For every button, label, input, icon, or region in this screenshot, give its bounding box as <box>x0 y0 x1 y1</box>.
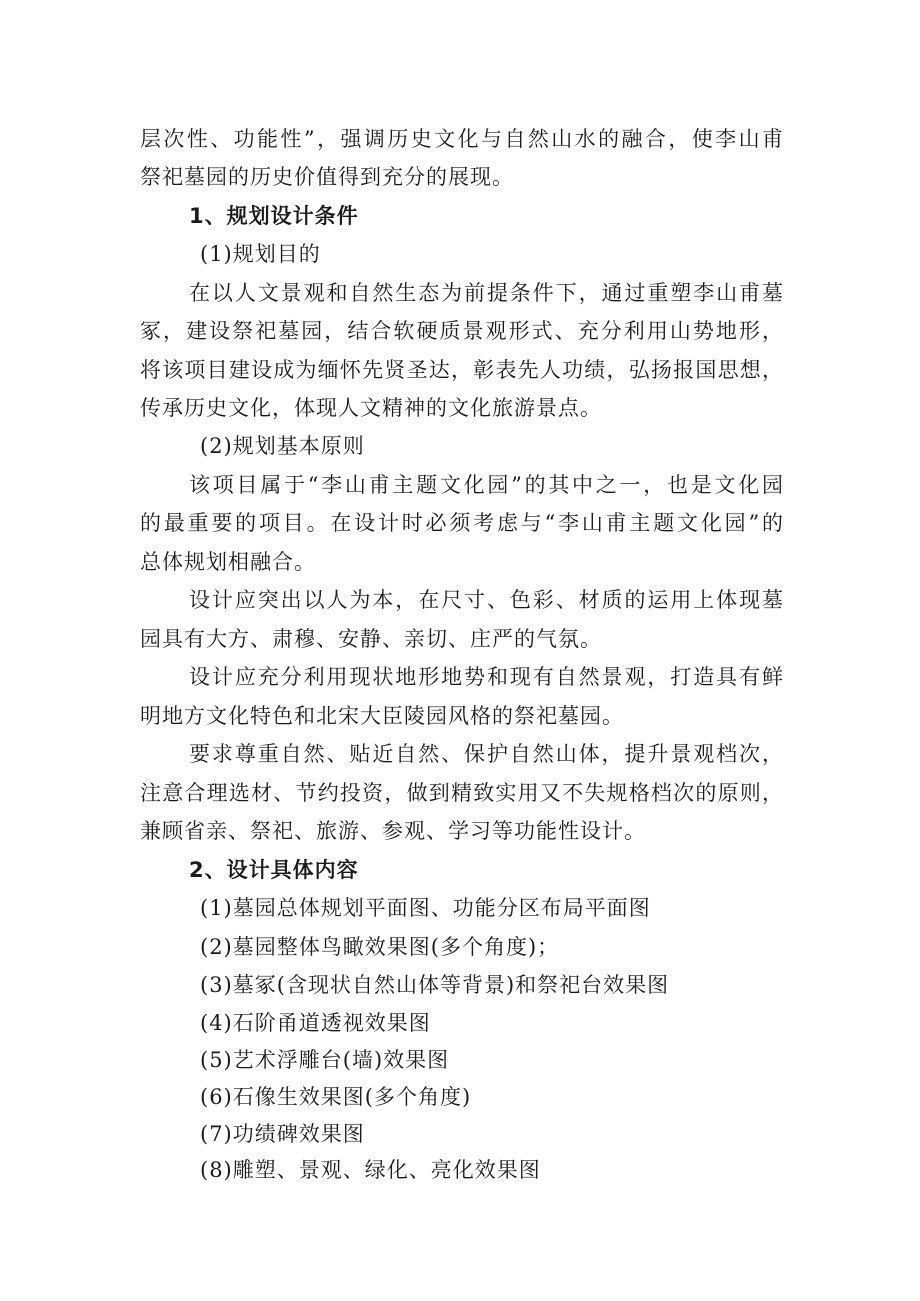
deliverable-item-1: (1)墓园总体规划平面图、功能分区布局平面图 <box>200 896 651 920</box>
purpose-line-1: 在以人文景观和自然生态为前提条件下，通过重塑李山甫墓 <box>189 281 784 305</box>
principle-para-4-line-2: 注意合理选材、节约投资，做到精致实用又不失规格档次的原则， <box>140 781 784 805</box>
principle-para-2-line-1: 设计应突出以人为本，在尺寸、色彩、材质的运用上体现墓 <box>189 588 784 612</box>
principle-para-4-line-1: 要求尊重自然、贴近自然、保护自然山体，提升景观档次， <box>189 742 784 766</box>
deliverable-item-8: (8)雕塑、景观、绿化、亮化效果图 <box>200 1158 541 1182</box>
principle-para-1-line-1: 该项目属于“李山甫主题文化园”的其中之一，也是文化园 <box>189 473 784 497</box>
section-1-heading: 1、规划设计条件 <box>189 204 359 228</box>
principle-para-1-line-2: 的最重要的项目。在设计时必须考虑与“李山甫主题文化园”的 <box>140 511 784 535</box>
subsection-1-title: (1)规划目的 <box>200 242 321 266</box>
deliverable-item-2: (2)墓园整体鸟瞰效果图(多个角度)； <box>200 935 560 959</box>
principle-para-1-line-3: 总体规划相融合。 <box>140 550 316 574</box>
principle-para-3-line-2: 明地方文化特色和北宋大臣陵园风格的祭祀墓园。 <box>140 704 624 728</box>
deliverable-item-6: (6)石像生效果图(多个角度) <box>200 1085 472 1109</box>
intro-line-2: 祭祀墓园的历史价值得到充分的展现。 <box>140 165 514 189</box>
deliverable-item-7: (7)功绩碑效果图 <box>200 1122 365 1146</box>
section-2-heading: 2、设计具体内容 <box>189 858 359 882</box>
intro-line-1: 层次性、功能性”，强调历史文化与自然山水的融合，使李山甫 <box>140 127 784 151</box>
deliverable-item-4: (4)石阶甬道透视效果图 <box>200 1011 431 1035</box>
purpose-line-4: 传承历史文化，体现人文精神的文化旅游景点。 <box>140 396 602 420</box>
principle-para-3-line-1: 设计应充分利用现状地形地势和现有自然景观，打造具有鲜 <box>189 665 784 689</box>
principle-para-2-line-2: 园具有大方、肃穆、安静、亲切、庄严的气氛。 <box>140 627 602 651</box>
subsection-2-title: (2)规划基本原则 <box>200 434 365 458</box>
purpose-line-2: 冢，建设祭祀墓园，结合软硬质景观形式、充分利用山势地形， <box>140 319 784 343</box>
deliverable-item-5: (5)艺术浮雕台(墙)效果图 <box>200 1048 450 1072</box>
principle-para-4-line-3: 兼顾省亲、祭祀、旅游、参观、学习等功能性设计。 <box>140 819 646 843</box>
deliverable-item-3: (3)墓冢(含现状自然山体等背景)和祭祀台效果图 <box>200 973 670 997</box>
purpose-line-3: 将该项目建设成为缅怀先贤圣达，彰表先人功绩，弘扬报国思想， <box>140 358 784 382</box>
